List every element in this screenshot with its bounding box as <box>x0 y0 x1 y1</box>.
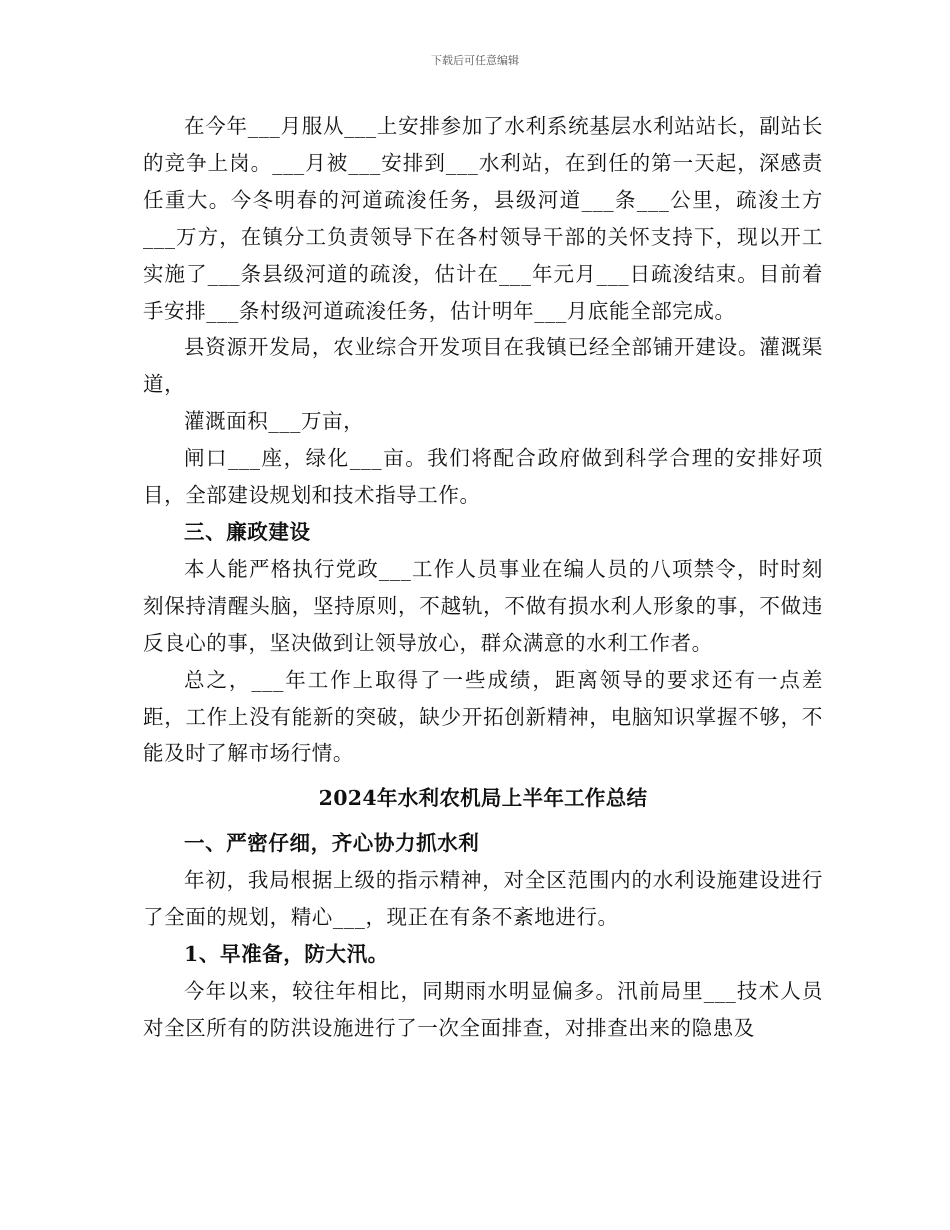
heading-water-conservancy: 一、严密仔细，齐心协力抓水利 <box>184 831 480 856</box>
paragraph-summary: 总之，___年工作上取得了一些成绩，距离领导的要求还有一点差距，工作上没有能新的突破，缺少开拓创新精神，电脑知识掌握不够，不能及时了解市场行情。 <box>143 667 823 766</box>
paragraph-irrigation-area: 灌溉面积___万亩， <box>184 409 365 434</box>
paragraph-flood-inspection: 今年以来，较往年相比，同期雨水明显偏多。汛前局里___技术人员对全区所有的防洪设施进行了一次全面排查，对排查出来的隐患及 <box>143 978 823 1040</box>
paragraph-resource-bureau: 县资源开发局，农业综合开发项目在我镇已经全部铺开建设。灌溉渠道， <box>143 335 823 397</box>
page-header: 下载后可任意编辑 <box>431 54 519 67</box>
document-body <box>143 108 823 1047</box>
paragraph-competition: 在今年___月服从___上安排参加了水利系统基层水利站站长，副站长的竞争上岗。___月被___安排到___水利站，在到任的第一天起，深感责任重大。今冬明春的河道疏浚任务，县级河道___条___公里，疏浚土方___万方，在镇分工负责领导下在各村领导干部的关怀支持下，现以开工实施了___条县级河道的疏浚，估计在___年元月___日疏浚结束。目前着手安排___条村级河道疏浚任务，估计明年___月底能全部完成。 <box>143 114 823 323</box>
paragraph-integrity: 本人能严格执行党政___工作人员事业在编人员的八项禁令，时时刻刻保持清醒头脑，坚持原则，不越轨，不做有损水利人形象的事，不做违反良心的事，坚决做到让领导放心，群众满意的水利工作者。 <box>143 556 823 655</box>
paragraph-planning: 年初，我局根据上级的指示精神，对全区范围内的水利设施建设进行了全面的规划，精心___，现正在有条不紊地进行。 <box>143 868 823 930</box>
paragraph-sluice-gates: 闸口___座，绿化___亩。我们将配合政府做到科学合理的安排好项目，全部建设规划和技术指导工作。 <box>143 446 823 508</box>
heading-integrity: 三、廉政建设 <box>184 519 311 544</box>
document-title: 2024年水利农机局上半年工作总结 <box>318 786 648 811</box>
subheading-flood-prep: 1、早准备，防大汛。 <box>184 941 389 966</box>
